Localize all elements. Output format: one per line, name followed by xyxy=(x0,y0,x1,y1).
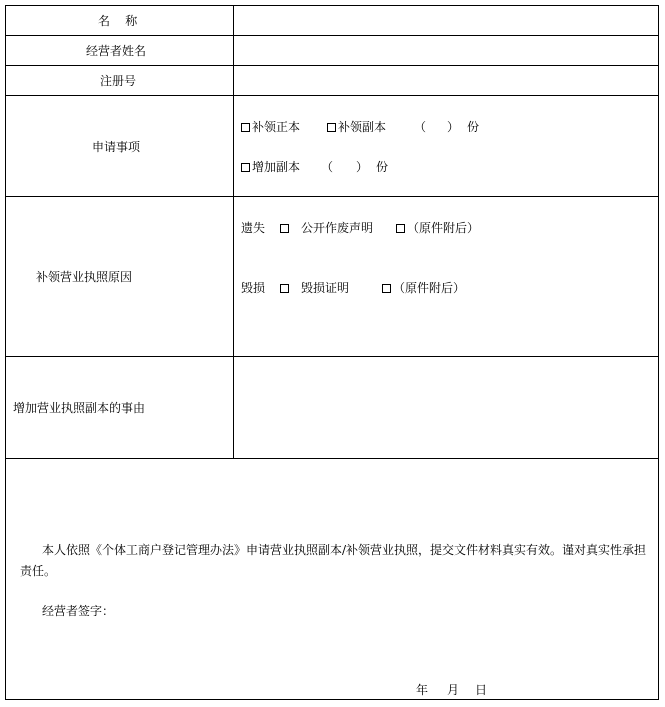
option-add-copy[interactable]: 增加副本 xyxy=(241,160,300,174)
row-name xyxy=(6,6,658,36)
public-void-label: 公开作废声明 xyxy=(301,221,374,235)
application-label: 申请事项 xyxy=(92,140,141,154)
add-copy-paren-close: ） xyxy=(356,160,369,174)
reissue-copy-unit: 份 xyxy=(467,120,480,134)
reason-lost-option[interactable] xyxy=(280,221,291,235)
application-options xyxy=(234,96,658,196)
operator-name-label: 经营者姓名 xyxy=(86,44,147,58)
reason-damaged-option[interactable] xyxy=(280,281,291,295)
add-reason-label: 增加营业执照副本的事由 xyxy=(13,401,146,415)
reissue-copy-paren-close: ） xyxy=(447,120,460,134)
reason-damaged-label: 毁损 xyxy=(241,281,266,295)
date-year-label: 年 xyxy=(416,683,429,697)
name-field[interactable] xyxy=(234,6,658,35)
reissue-copy-paren-open: （ xyxy=(414,120,427,134)
checkbox-icon[interactable] xyxy=(396,224,405,233)
date-day-label: 日 xyxy=(475,683,488,697)
signature-label: 经营者签字： xyxy=(42,604,115,618)
public-void-option[interactable]: （原件附后） xyxy=(396,221,479,235)
checkbox-icon[interactable] xyxy=(382,284,391,293)
operator-name-field[interactable] xyxy=(234,36,658,65)
add-copy-unit: 份 xyxy=(376,160,389,174)
reason-label-cell xyxy=(6,197,234,356)
name-label: 名 称 xyxy=(98,14,138,28)
license-application-form xyxy=(5,5,659,700)
row-add-copy-reason xyxy=(6,357,658,459)
reg-no-field[interactable] xyxy=(234,66,658,95)
operator-name-label-cell xyxy=(6,36,234,65)
add-copy-paren-open: （ xyxy=(321,160,334,174)
checkbox-icon[interactable] xyxy=(280,284,289,293)
damage-proof-option[interactable]: （原件附后） xyxy=(382,281,465,295)
reason-options xyxy=(234,197,658,356)
checkbox-icon[interactable] xyxy=(241,163,250,172)
row-application-items xyxy=(6,96,658,197)
add-reason-label-cell xyxy=(6,357,234,458)
row-operator-name xyxy=(6,36,658,66)
reason-label: 补领营业执照原因 xyxy=(36,270,133,284)
checkbox-icon[interactable] xyxy=(327,123,336,132)
reason-lost-label: 遗失 xyxy=(241,221,266,235)
reg-no-label-cell xyxy=(6,66,234,95)
option-reissue-copy[interactable]: 补领副本 xyxy=(327,120,386,134)
application-label-cell xyxy=(6,96,234,196)
damage-proof-label: 毁损证明 xyxy=(301,281,350,295)
declaration-text: 本人依照《个体工商户登记管理办法》申请营业执照副本/补领营业执照，提交文件材料真实有效。谨对真实性承担责任。 xyxy=(20,543,647,578)
add-reason-field[interactable] xyxy=(234,357,658,458)
checkbox-icon[interactable] xyxy=(280,224,289,233)
row-reissue-reason xyxy=(6,197,658,357)
reg-no-label: 注册号 xyxy=(100,74,137,88)
checkbox-icon[interactable] xyxy=(241,123,250,132)
row-registration-number xyxy=(6,66,658,96)
name-label-cell xyxy=(6,6,234,35)
option-reissue-original[interactable]: 补领正本 xyxy=(241,120,300,134)
date-month-label: 月 xyxy=(447,683,460,697)
